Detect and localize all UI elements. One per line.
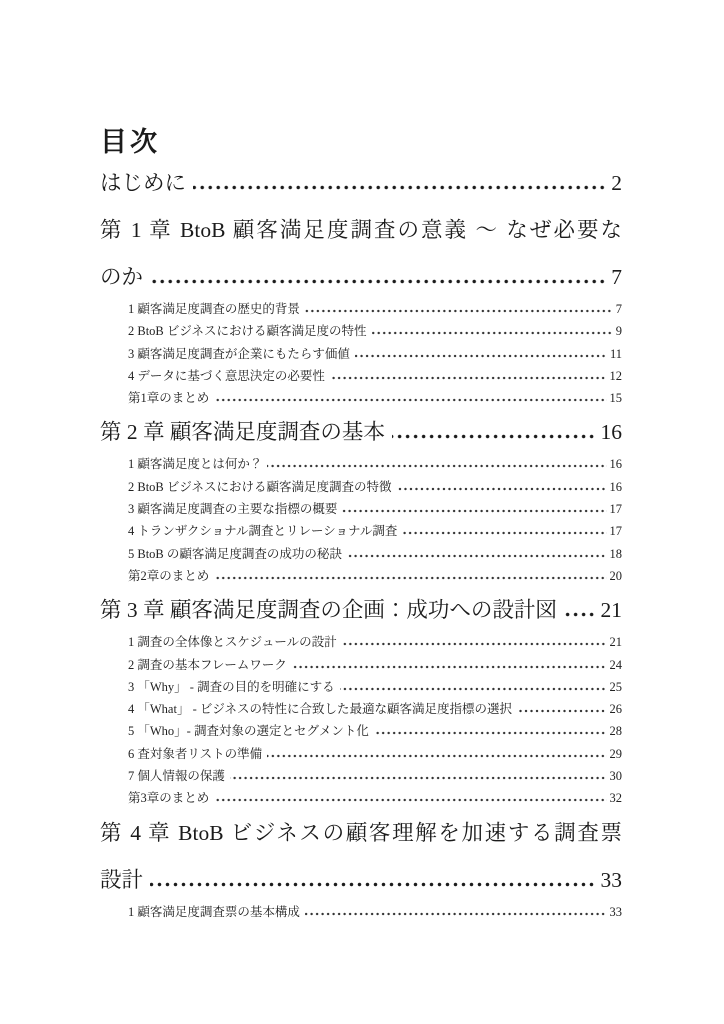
toc-entry-chapter-2 [100,409,622,456]
dot-leader [347,554,607,558]
toc-entry-label: 1 顧客満足度調査票の基本構成 [128,904,300,919]
dot-leader [340,687,607,691]
toc-entry-label: 2 BtoB ビジネスにおける顧客満足度調査の特徴 [128,479,392,494]
toc-entry-section [128,901,622,923]
toc-entry-page: 20 [609,568,622,583]
dot-leader [397,487,607,491]
dot-leader [193,185,607,190]
dot-leader [372,331,613,335]
toc-entry-label: 第1章のまとめ [128,391,210,406]
toc-entry-section [128,453,622,475]
toc-entry-page: 15 [609,391,622,406]
dot-leader [150,279,607,284]
toc-entry-label: 5 「Who」- 調査対象の選定とセグメント化 [128,724,369,739]
toc-entry-label: 3 顧客満足度調査が企業にもたらす価値 [128,346,350,361]
toc-title: 目次 [100,127,160,157]
toc-entry-label: はじめに [100,171,187,195]
toc-entry-section [128,698,622,720]
toc-entry-chapter-1-line2 [100,254,622,301]
toc-entry-section [128,631,622,653]
toc-entry-label: 1 顧客満足度調査の歴史的背景 [128,302,300,316]
toc-entry-chapter-3 [100,587,622,634]
toc-entry-page: 16 [600,420,622,445]
toc-entry-label: 第2章のまとめ [128,568,210,583]
toc-entry-label: 第 3 章 顧客満足度調査の企画：成功への設計図 [100,598,557,623]
toc-entry-section [128,676,622,698]
toc-entry-label: 7 個人情報の保護 [128,769,225,784]
toc-entry-label: 設計 [100,867,144,892]
dot-leader [214,398,606,402]
toc-entry-label: 4 「What」 - ビジネスの特性に合致した最適な顧客満足度指標の選択 [128,702,512,717]
dot-leader [305,912,607,916]
toc-entry-label: のか [100,265,144,289]
toc-entry-label: 1 顧客満足度とは何か？ [128,457,263,472]
toc-entry-label: 2 BtoB ビジネスにおける顧客満足度の特性 [128,324,367,339]
toc-entry-section [128,654,622,676]
toc-entry-intro [100,160,622,207]
toc-entry-label: 4 データに基づく意思決定の必要性 [128,368,325,383]
toc-entry-page: 7 [615,302,622,316]
toc-entry-label: 3 顧客満足度調査の主要な指標の概要 [128,502,338,517]
dot-leader [214,798,606,802]
toc-entry-label: 第 2 章 顧客満足度調査の基本 [100,420,385,445]
toc-entry-section [128,565,622,587]
toc-entry-page: 17 [609,502,622,517]
toc-entry-chapter-1-line1: 第 1 章 BtoB 顧客満足度調査の意義 ～ なぜ必要な [100,218,622,242]
toc-entry-section [128,520,622,542]
toc-entry-label: 2 調査の基本フレームワーク [128,657,287,672]
toc-entry-label: 4 トランザクショナル調査とリレーショナル調査 [128,524,398,539]
dot-leader [374,731,607,735]
toc-entry-page: 17 [609,524,622,539]
toc-entry-page: 28 [609,724,622,739]
dot-leader [402,531,606,535]
chapter-1-sections [100,298,622,409]
toc-entry-page: 9 [615,324,622,339]
toc-entry-section [128,365,622,387]
toc-entry-page: 32 [609,791,622,806]
toc-entry-page: 26 [609,702,622,717]
toc-entry-label: 第3章のまとめ [128,791,210,806]
toc-entry-section [128,720,622,742]
toc-entry-page: 33 [600,867,622,892]
toc-entry-label: 6 査対象者リストの準備 [128,746,263,761]
toc-entry-page: 2 [611,171,622,195]
toc-entry-page: 11 [609,346,622,361]
toc-entry-page: 24 [609,657,622,672]
toc-entry-page: 25 [609,679,622,694]
toc-entry-section [128,387,622,409]
toc-entry-chapter-4-line1: 第 4 章 BtoB ビジネスの顧客理解を加速する調査票 [100,820,622,845]
dot-leader [342,509,606,513]
dot-leader [214,576,606,580]
toc-entry-section [128,543,622,565]
toc-entry-page: 16 [609,479,622,494]
toc-entry-page: 21 [600,598,622,623]
toc-entry-page: 16 [609,457,622,472]
toc-entry-label: 5 BtoB の顧客満足度調査の成功の秘訣 [128,546,342,561]
dot-leader [230,776,607,780]
toc-entry-page: 7 [611,265,622,289]
toc-entry-section [128,320,622,342]
chapter-3-sections [100,631,622,809]
dot-leader [267,754,606,758]
toc-entry-section [128,343,622,365]
dot-leader [564,612,597,617]
dot-leader [292,665,607,669]
toc-entry-page: 21 [609,635,622,650]
toc-entry-page: 30 [609,769,622,784]
dot-leader [330,376,607,380]
toc-entry-section [128,476,622,498]
dot-leader [517,709,607,713]
chapter-2-sections [100,453,622,587]
dot-leader [342,642,607,646]
toc-entry-page: 29 [609,746,622,761]
toc-entry-label: 1 調査の全体像とスケジュールの設計 [128,635,337,650]
toc-entry-section [128,498,622,520]
toc-entry-section [128,765,622,787]
toc-entry-chapter-4-line2 [100,857,622,904]
dot-leader [305,309,613,313]
toc-entry-label: 3 「Why」 - 調査の目的を明確にする [128,679,335,694]
dot-leader [355,354,607,358]
toc-entry-section [128,787,622,809]
toc-entry-page: 33 [609,904,622,919]
dot-leader [267,464,606,468]
chapter-4-sections [100,901,622,923]
toc-entry-section [128,743,622,765]
toc-entry-page: 18 [609,546,622,561]
dot-leader [392,434,597,439]
dot-leader [150,882,596,887]
toc-entry-section [128,298,622,320]
toc-entry-page: 12 [609,368,622,383]
